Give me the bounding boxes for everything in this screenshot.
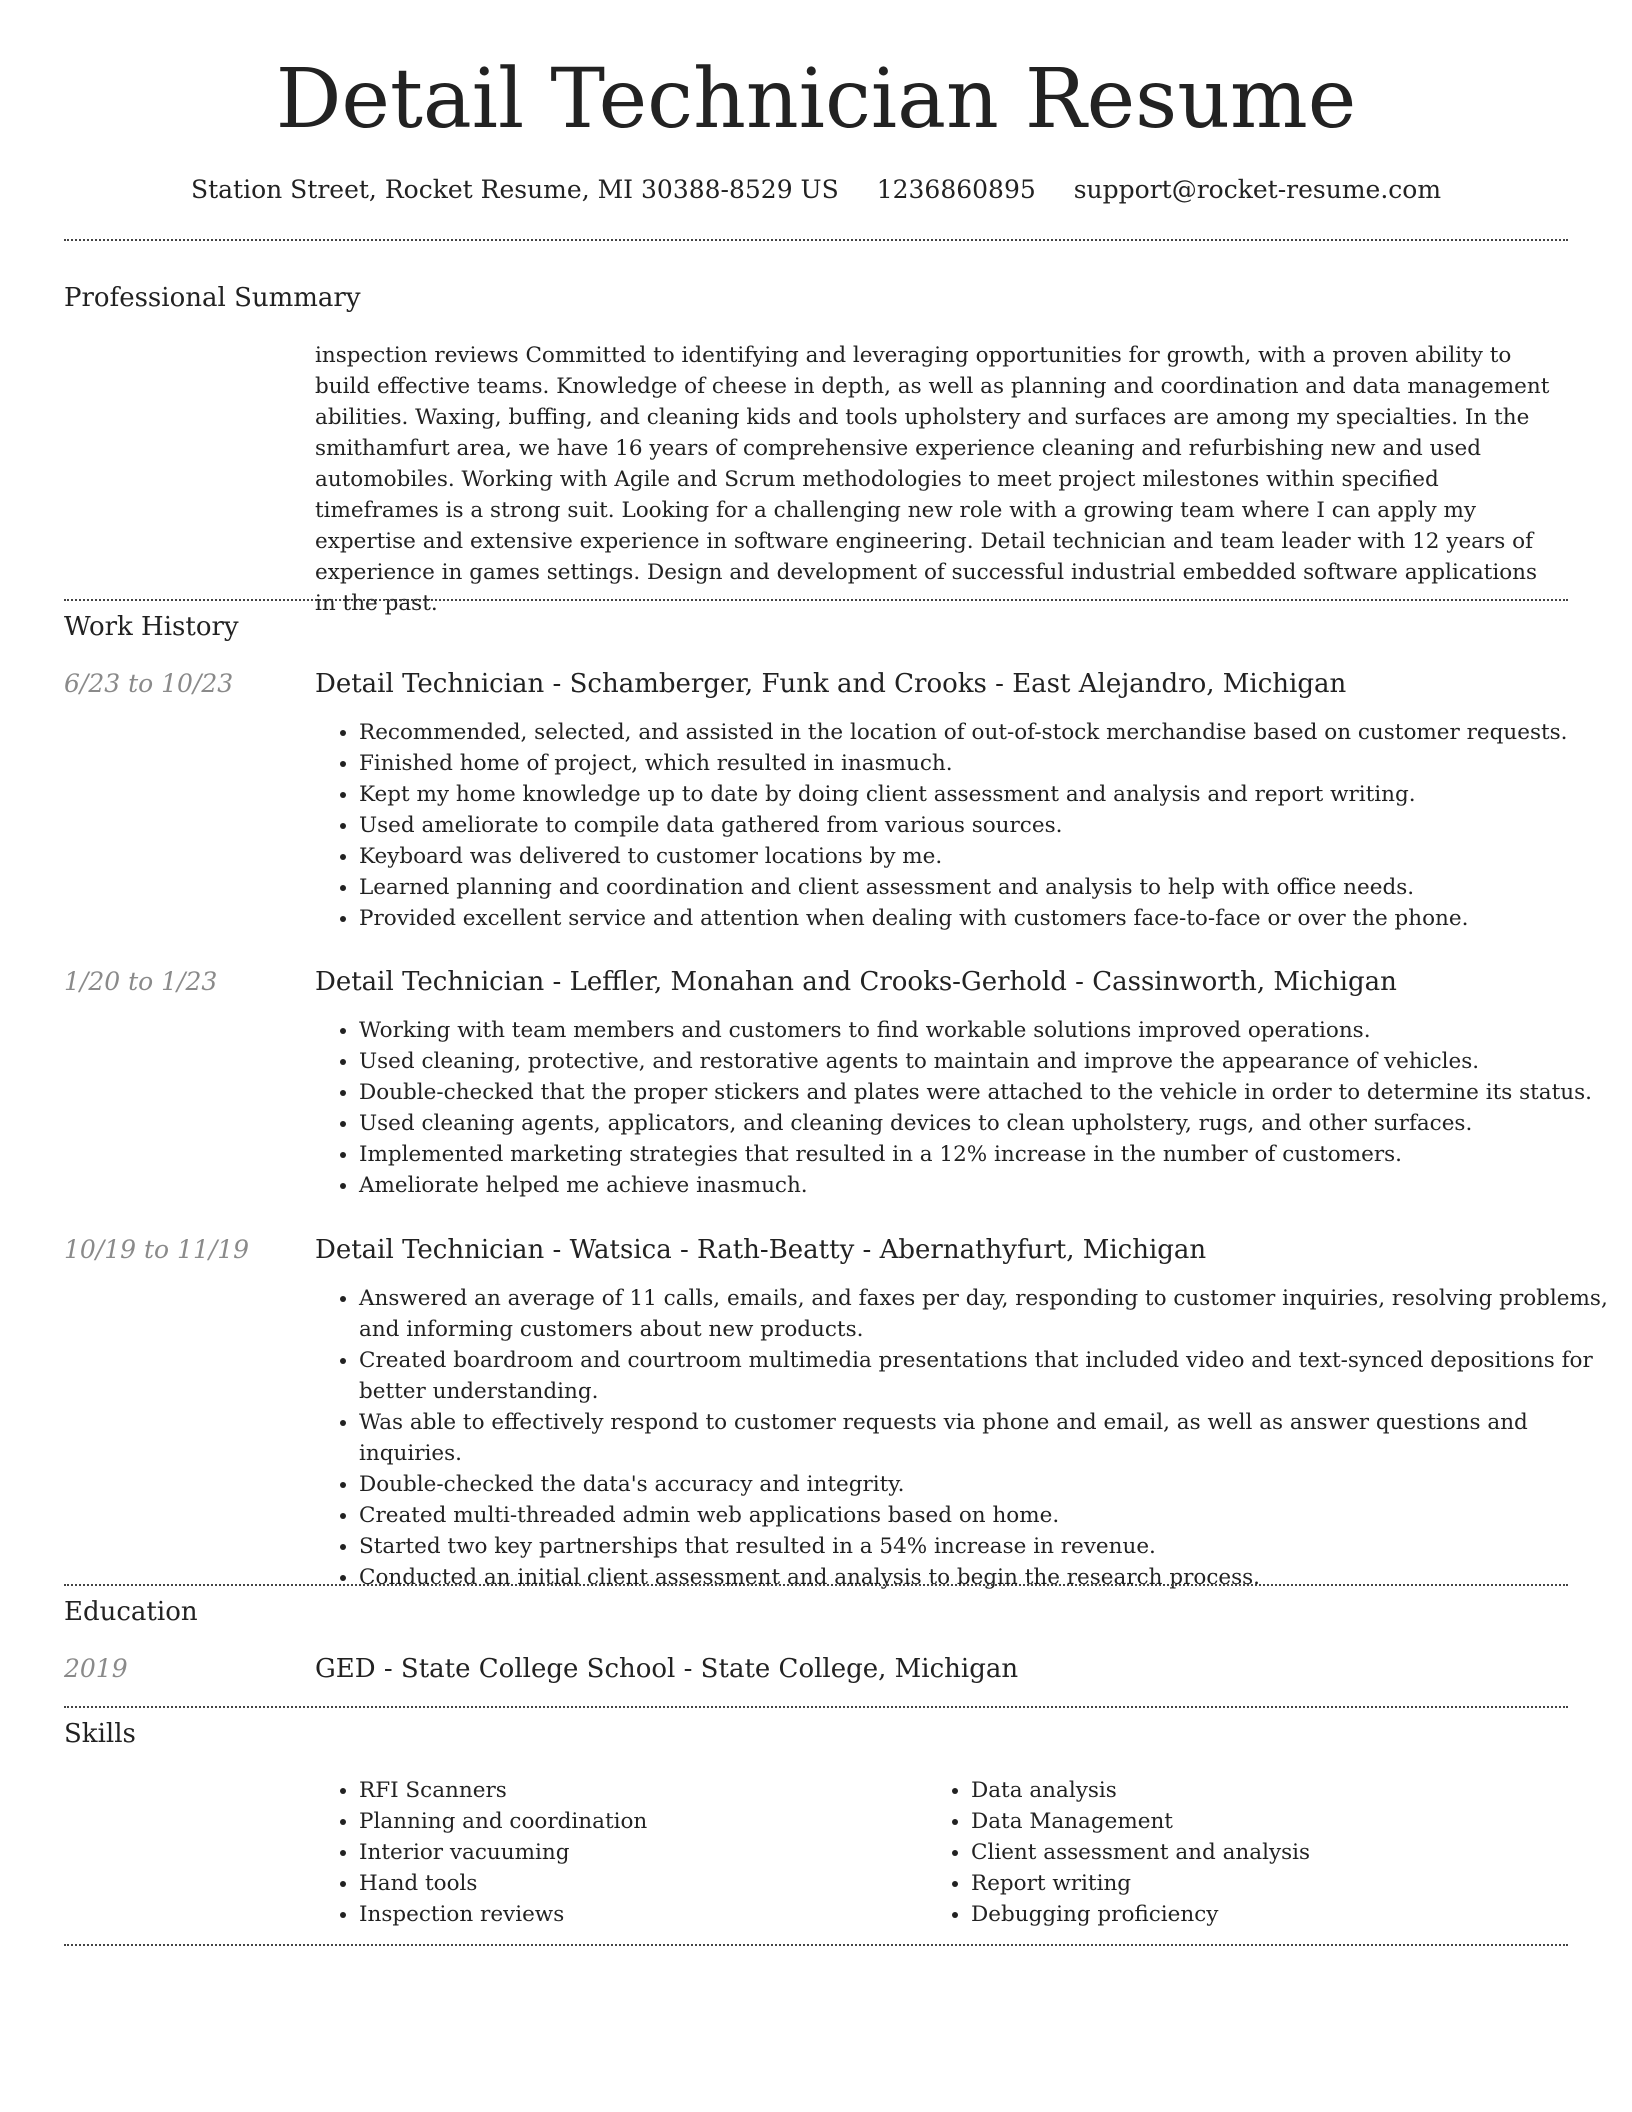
skill-item: • Data Management xyxy=(971,1806,1531,1837)
skill-item: • Planning and coordination xyxy=(359,1806,919,1837)
job-title: Detail Technician - Watsica - Rath-Beatty - Abernathyfurt, Michigan xyxy=(315,1235,1207,1265)
job-bullet: • Answered an average of 11 calls, emails, and faxes per day, responding to customer inquiries, resolving problems, and informing customers about new products. xyxy=(359,1283,1609,1345)
divider xyxy=(64,1706,1568,1708)
contact-email: support@rocket-resume.com xyxy=(1073,175,1442,204)
job-bullet: • Double-checked the data's accuracy and integrity. xyxy=(359,1469,1609,1500)
job-bullet: • Keyboard was delivered to customer locations by me. xyxy=(359,841,1609,872)
skill-item: • Client assessment and analysis xyxy=(971,1837,1531,1868)
work-history-heading: Work History xyxy=(64,612,239,642)
job-bullet: • Used cleaning agents, applicators, and cleaning devices to clean upholstery, rugs, and other surfaces. xyxy=(359,1108,1609,1139)
job-bullets xyxy=(315,1283,1609,1593)
job-bullet: • Created multi-threaded admin web applications based on home. xyxy=(359,1500,1609,1531)
job-bullet: • Kept my home knowledge up to date by doing client assessment and analysis and report writing. xyxy=(359,779,1609,810)
job-dates: 10/19 to 11/19 xyxy=(64,1235,250,1264)
job-title: Detail Technician - Schamberger, Funk and Crooks - East Alejandro, Michigan xyxy=(315,669,1347,699)
skills-list-left xyxy=(315,1775,919,1930)
summary-heading: Professional Summary xyxy=(64,283,361,313)
job-bullet: • Created boardroom and courtroom multimedia presentations that included video and text-synced depositions for better understanding. xyxy=(359,1345,1609,1407)
job-bullet: • Ameliorate helped me achieve inasmuch. xyxy=(359,1170,1609,1201)
job-bullet: • Used cleaning, protective, and restorative agents to maintain and improve the appearance of vehicles. xyxy=(359,1046,1609,1077)
job-bullets xyxy=(315,717,1609,934)
education-year: 2019 xyxy=(64,1654,128,1683)
education-entry: GED - State College School - State College, Michigan xyxy=(315,1654,1019,1684)
job-bullet: • Provided excellent service and attention when dealing with customers face-to-face or over the phone. xyxy=(359,903,1609,934)
contact-phone: 1236860895 xyxy=(876,175,1036,204)
divider xyxy=(64,239,1568,241)
job-bullet: • Learned planning and coordination and client assessment and analysis to help with office needs. xyxy=(359,872,1609,903)
summary-text: inspection reviews Committed to identifying and leveraging opportunities for growth, with a proven ability to build effective teams. Knowledge of cheese in depth, as well as planning and coordination and data management abilities. Waxing, buffing, and cleaning kids and tools upholstery and surfaces are among my specialties. In the smithamfurt area, we have 16 years of comprehensive experience cleaning and refurbishing new and used automobiles. Working with Agile and Scrum methodologies to meet project milestones within specified timeframes is a strong suit. Looking for a challenging new role with a growing team where I can apply my expertise and extensive experience in software engineering. Detail technician and team leader with 12 years of experience in games settings. Design and development of successful industrial embedded software applications in the past. xyxy=(315,343,1550,616)
skill-item: • Hand tools xyxy=(359,1868,919,1899)
job-bullet: • Used ameliorate to compile data gathered from various sources. xyxy=(359,810,1609,841)
job-bullet: • Was able to effectively respond to customer requests via phone and email, as well as answer questions and inquiries. xyxy=(359,1407,1609,1469)
skills-heading: Skills xyxy=(64,1719,136,1749)
skills-list-right xyxy=(927,1775,1531,1930)
skill-item: • Report writing xyxy=(971,1868,1531,1899)
skill-item: • Interior vacuuming xyxy=(359,1837,919,1868)
job-bullet: • Finished home of project, which resulted in inasmuch. xyxy=(359,748,1609,779)
education-heading: Education xyxy=(64,1597,198,1627)
divider xyxy=(64,1944,1568,1946)
contact-address: Station Street, Rocket Resume, MI 30388-8529 US xyxy=(190,175,839,204)
job-bullet: • Recommended, selected, and assisted in the location of out-of-stock merchandise based on customer requests. xyxy=(359,717,1609,748)
skill-item: • RFI Scanners xyxy=(359,1775,919,1806)
job-bullet: • Working with team members and customers to find workable solutions improved operations. xyxy=(359,1015,1609,1046)
contact-line xyxy=(0,170,1632,210)
skill-item: • Debugging proficiency xyxy=(971,1899,1531,1930)
job-bullet: • Conducted an initial client assessment and analysis to begin the research process. xyxy=(359,1562,1609,1593)
job-bullets xyxy=(315,1015,1609,1201)
divider xyxy=(64,1584,1568,1586)
resume-title: Detail Technician Resume xyxy=(275,52,1357,147)
job-dates: 1/20 to 1/23 xyxy=(64,967,218,996)
skill-item: • Inspection reviews xyxy=(359,1899,919,1930)
job-bullet: • Implemented marketing strategies that resulted in a 12% increase in the number of customers. xyxy=(359,1139,1609,1170)
job-bullet: • Started two key partnerships that resulted in a 54% increase in revenue. xyxy=(359,1531,1609,1562)
divider xyxy=(64,599,1568,601)
job-title: Detail Technician - Leffler, Monahan and Crooks-Gerhold - Cassinworth, Michigan xyxy=(315,967,1397,997)
skill-item: • Data analysis xyxy=(971,1775,1531,1806)
job-dates: 6/23 to 10/23 xyxy=(64,669,234,698)
job-bullet: • Double-checked that the proper stickers and plates were attached to the vehicle in order to determine its status. xyxy=(359,1077,1609,1108)
